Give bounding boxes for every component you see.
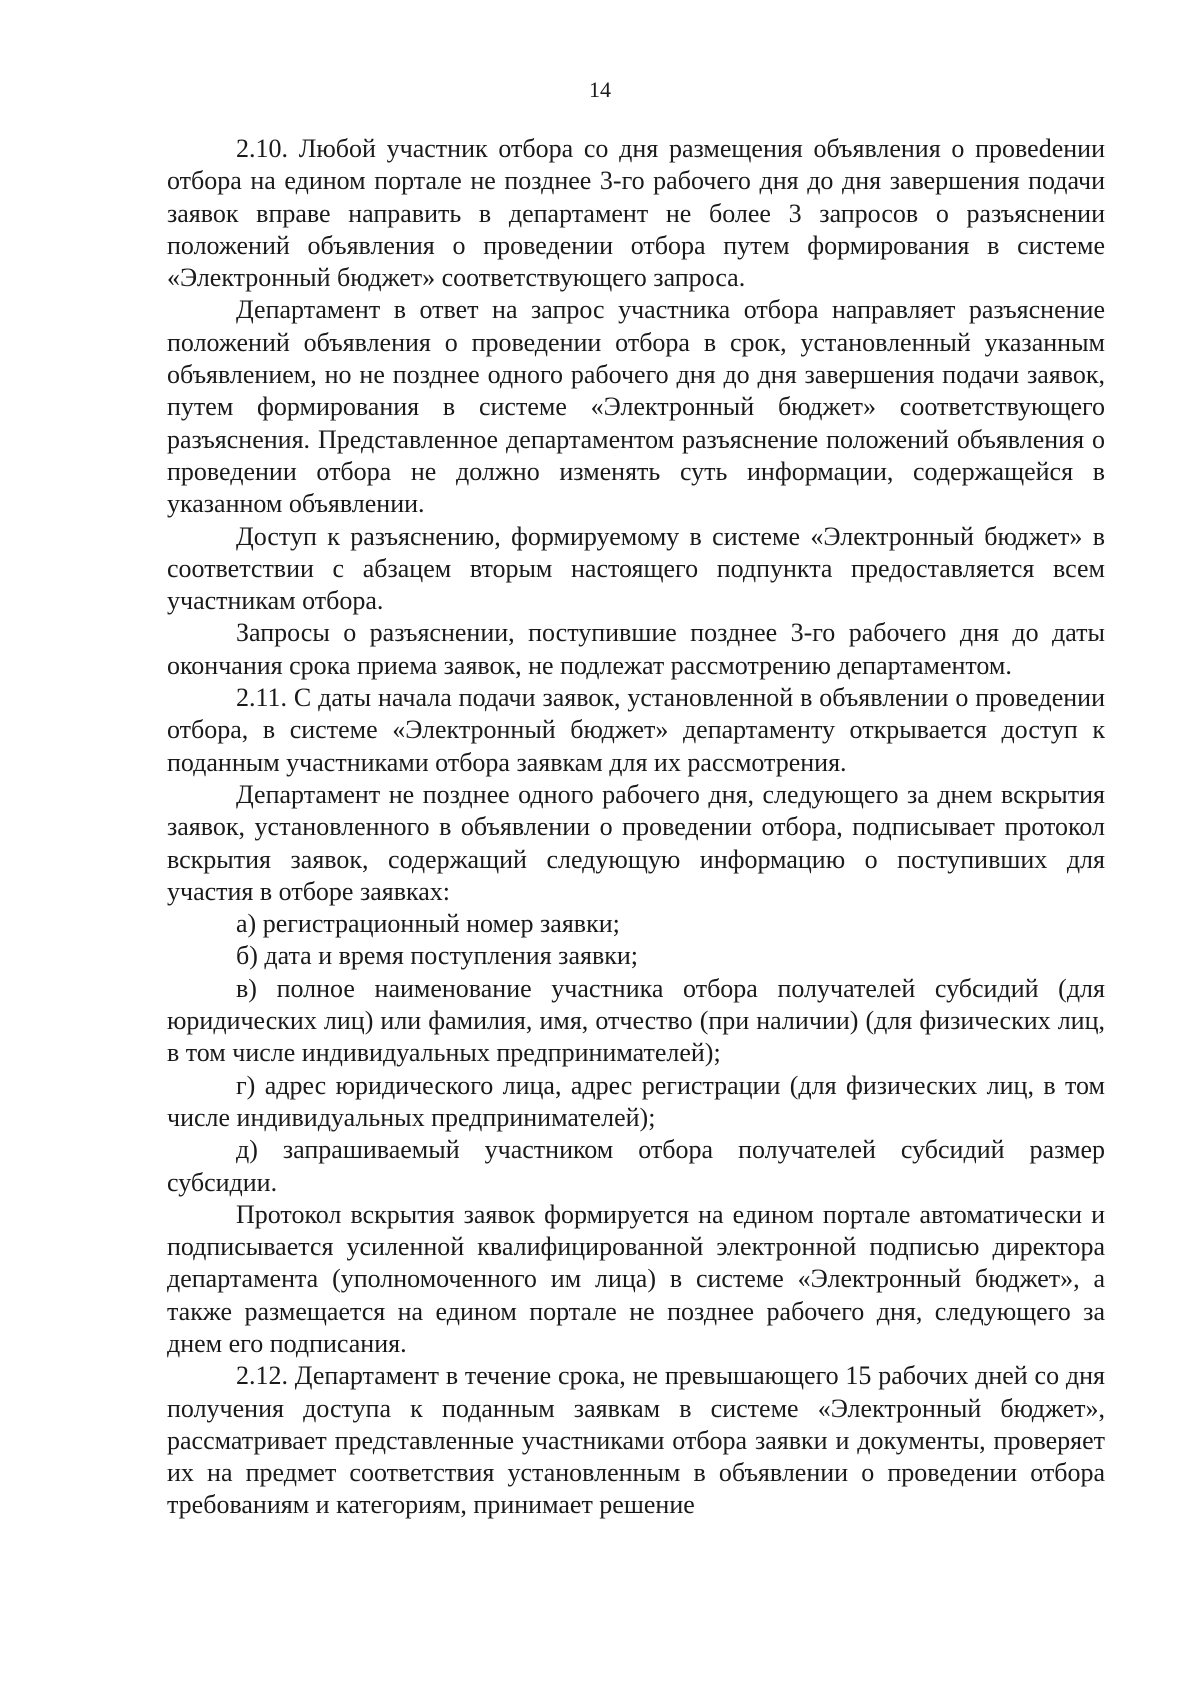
paragraph-2-12: 2.12. Департамент в течение срока, не превышающего 15 рабочих дней со дня получения доступа к поданным заявкам в системе «Электронный бюджет», рассматривает представленные участниками отбора заявки и документы, проверяет их на предмет соответствия установленным в объявлении о проведении отбора требованиям и категориям, принимает решение — [167, 1361, 1105, 1520]
paragraph-2-11: 2.11. С даты начала подачи заявок, установленной в объявлении о проведении отбора, в системе «Электронный бюджет» департаменту открывается доступ к поданным участниками отбора заявкам для их рассмотрения. — [167, 683, 1105, 777]
list-item-a: а) регистрационный номер заявки; — [236, 909, 620, 939]
document-body — [167, 133, 1105, 1522]
list-item-v: в) полное наименование участника отбора получателей субсидий (для юридических лиц) или фамилия, имя, отчество (при наличии) (для физических лиц, в том числе индивидуальных предпринимателей); — [167, 973, 1105, 1068]
paragraph-protocol-signing: Протокол вскрытия заявок формируется на едином портале автоматически и подписывается усиленной квалифицированной электронной подписью директора департамента (уполномоченного им лица) в системе «Электронный бюджет», а также размещается на едином портале не позднее рабочего дня, следующего за днем его подписания. — [167, 1199, 1105, 1358]
paragraph-clarification-access: Доступ к разъяснению, формируемому в системе «Электронный бюджет» в соответствии с абзацем вторым настоящего подпункта предоставляется всем участникам отбора. — [167, 521, 1105, 616]
list-item-g: г) адрес юридического лица, адрес регистрации (для физических лиц, в том числе индивидуальных предпринимателей); — [167, 1070, 1105, 1132]
paragraph-2-10: 2.10. Любой участник отбора со дня размещения объявления о провеdении отбора на едином портале не позднее 3-го рабочего дня до дня завершения подачи заявок вправе направить в департамент не более 3 запросов о разъяснении положений объявления о проведении отбора путем формирования в системе «Электронный бюджет» соответствующего запроса. — [167, 134, 1105, 293]
list-item-b: б) дата и время поступления заявки; — [236, 941, 638, 971]
paragraph-clarification-response: Департамент в ответ на запрос участника отбора направляет разъяснение положений объявления о проведении отбора в срок, установленный указанным объявлением, но не позднее одного рабочего дня до дня завершения подачи заявок, путем формирования в системе «Электронный бюджет» соответствующего разъяснения. Представленное департаментом разъяснение положений объявления о проведении отбора не должно изменять суть информации, содержащейся в указанном объявлении. — [167, 295, 1105, 519]
paragraph-late-requests: Запросы о разъяснении, поступившие позднее 3-го рабочего дня до даты окончания срока приема заявок, не подлежат рассмотрению департаментом. — [167, 618, 1105, 680]
list-item-d: д) запрашиваемый участником отбора получателей субсидий размер субсидии. — [167, 1135, 1105, 1197]
paragraph-opening-protocol: Департамент не позднее одного рабочего дня, следующего за днем вскрытия заявок, установленного в объявлении о проведении отбора, подписывает протокол вскрытия заявок, содержащий следующую информацию о поступивших для участия в отборе заявках: — [167, 779, 1105, 906]
page-number: 14 — [589, 77, 611, 102]
